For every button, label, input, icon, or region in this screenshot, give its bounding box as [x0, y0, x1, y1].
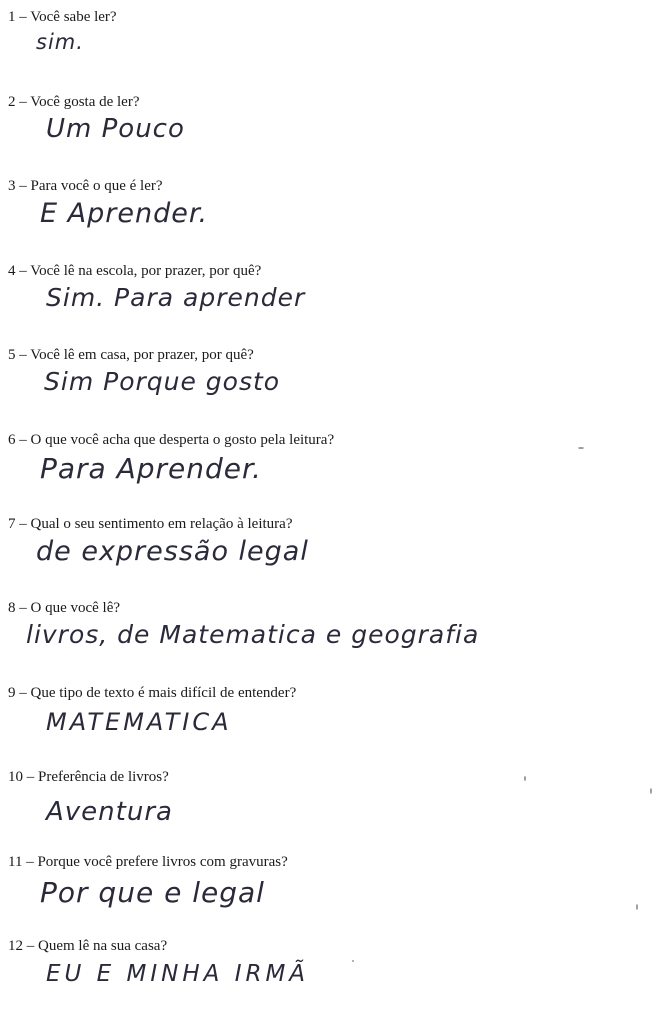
question-number: 5 — [8, 347, 16, 363]
question-separator: – — [23, 769, 38, 785]
question-6 — [8, 431, 334, 449]
question-number: 12 — [8, 938, 23, 954]
answer-9: MATEMATICA — [46, 708, 232, 736]
question-number: 8 — [8, 600, 16, 616]
question-text: Porque você prefere livros com gravuras? — [37, 854, 288, 870]
question-separator: – — [15, 263, 31, 279]
question-text: Que tipo de texto é mais difícil de entender? — [30, 685, 297, 701]
answer-3: E Aprender. — [40, 198, 209, 229]
answer-11: Por que e legal — [40, 876, 265, 909]
question-text: Para você o que é ler? — [30, 178, 163, 194]
question-separator: – — [15, 685, 31, 701]
scan-speck — [578, 447, 584, 449]
question-separator: – — [23, 938, 38, 954]
question-10 — [8, 768, 169, 786]
question-separator: – — [15, 600, 31, 616]
answer-12: EU E MINHA IRMÃ — [46, 961, 310, 987]
answer-5: Sim Porque gosto — [44, 367, 281, 396]
question-12 — [8, 937, 167, 955]
question-4 — [8, 262, 261, 280]
answer-2: Um Pouco — [46, 114, 185, 144]
question-1 — [8, 8, 117, 26]
answer-8: livros, de Matematica e geografia — [26, 620, 480, 649]
question-number: 2 — [8, 94, 16, 110]
question-separator: – — [15, 178, 31, 194]
question-separator: – — [15, 9, 31, 25]
question-11 — [8, 853, 288, 871]
answer-10: Aventura — [46, 797, 173, 827]
question-number: 10 — [8, 769, 23, 785]
answer-6: Para Aprender. — [40, 452, 262, 485]
answer-1: sim. — [36, 30, 84, 54]
question-number: 1 — [8, 9, 16, 25]
question-2 — [8, 93, 140, 111]
question-9 — [8, 684, 296, 702]
question-text: Qual o seu sentimento em relação à leitura? — [30, 516, 293, 532]
question-separator: – — [15, 94, 31, 110]
question-number: 11 — [8, 854, 23, 870]
question-text: O que você lê? — [30, 600, 121, 616]
question-number: 9 — [8, 685, 16, 701]
question-number: 6 — [8, 432, 16, 448]
question-separator: – — [15, 347, 31, 363]
question-text: Preferência de livros? — [38, 769, 169, 785]
question-text: Quem lê na sua casa? — [38, 938, 168, 954]
question-text: Você lê em casa, por prazer, por quê? — [30, 347, 254, 363]
question-text: Você gosta de ler? — [30, 94, 140, 110]
question-separator: – — [22, 854, 38, 870]
scan-speck — [650, 788, 652, 794]
scan-speck — [524, 776, 526, 781]
question-number: 4 — [8, 263, 16, 279]
scan-speck — [636, 904, 638, 910]
question-3 — [8, 177, 163, 195]
question-text: Você sabe ler? — [30, 9, 117, 25]
question-number: 3 — [8, 178, 16, 194]
question-number: 7 — [8, 516, 16, 532]
question-7 — [8, 515, 292, 533]
question-8 — [8, 599, 120, 617]
answer-4: Sim. Para aprender — [46, 283, 306, 312]
question-5 — [8, 346, 254, 364]
question-text: O que você acha que desperta o gosto pela leitura? — [30, 432, 335, 448]
scan-speck — [352, 960, 354, 962]
question-separator: – — [15, 516, 31, 532]
question-separator: – — [15, 432, 31, 448]
question-text: Você lê na escola, por prazer, por quê? — [30, 263, 262, 279]
answer-7: de expressão legal — [36, 536, 309, 567]
